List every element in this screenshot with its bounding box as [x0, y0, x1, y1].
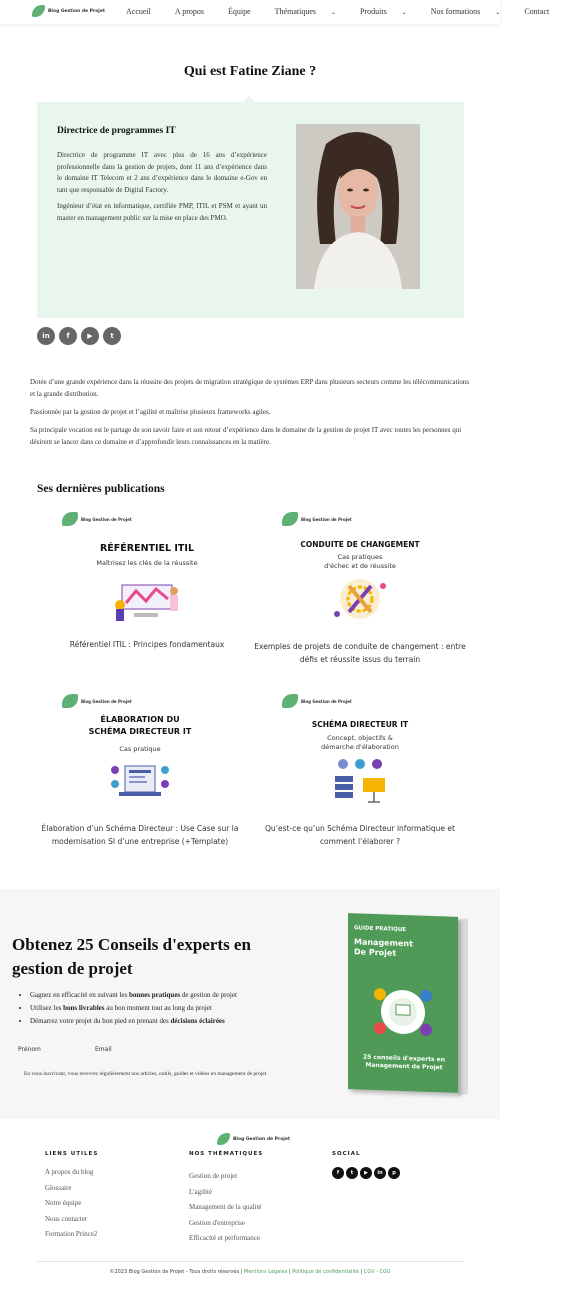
bio-paragraph: Sa principale vocation est le partage de son savoir faire et son retour d’expérience dans le domaine de la gestion de projet IT avec toutes les personnes qui désirent se lancer dans ce domaine et d’approfondir leurs connaissances en la matière.: [30, 426, 462, 446]
leaf-icon: [217, 1133, 230, 1145]
benefit-item: [30, 1002, 237, 1015]
footer-col-themes-title: NOS THÉMATIQUES: [189, 1151, 264, 1157]
footer-link[interactable]: Gestion d'entreprise: [189, 1218, 245, 1227]
logo-text: Blog Gestion de Projet: [48, 8, 106, 14]
footer-themes-links: [189, 1169, 262, 1247]
book-footer-text: 25 conseils d'experts en Management de Projet: [362, 1053, 446, 1072]
publication-card-sdi-concept[interactable]: [250, 694, 470, 864]
card-logo-text: Blog Gestion de Projet: [81, 516, 132, 522]
nav-item-a-propos[interactable]: [175, 7, 216, 16]
bio-paragraph: Passionnée par la gestion de projet et l’agilité et maîtrise plusieurs frameworks agiles.: [30, 408, 271, 416]
card-caption[interactable]: Élaboration d’un Schéma Directeur : Use Case sur la modernisation SI d’une entreprise (+Template): [41, 824, 239, 846]
facebook-icon[interactable]: f: [332, 1167, 344, 1179]
card-title: RÉFÉRENTIEL ITIL: [99, 543, 194, 554]
footer-link[interactable]: A propos du blog: [45, 1168, 94, 1176]
book-spine: [458, 918, 468, 1096]
benefit-text: Utilisez les: [30, 1004, 64, 1012]
youtube-icon[interactable]: ▶: [81, 327, 99, 345]
card-subtitle: Cas pratique: [119, 745, 161, 753]
footer-link[interactable]: Glossaire: [45, 1183, 72, 1192]
main-nav: [126, 7, 573, 16]
guide-book-cover: [348, 913, 458, 1093]
leaf-icon: [62, 512, 78, 526]
newsletter-benefits: [22, 989, 237, 1028]
card-caption[interactable]: Exemples de projets de conduite de changement : entre défis et réussite issus du terrain: [254, 642, 466, 664]
benefit-item: [30, 1015, 237, 1028]
profile-card: [37, 102, 464, 318]
leaf-icon: [282, 694, 298, 708]
leaf-icon: [32, 5, 45, 17]
card-logo: [282, 512, 352, 526]
team-meeting-illustration: [368, 976, 438, 1048]
nav-item-contact[interactable]: [524, 7, 561, 16]
nav-label: A propos: [174, 7, 204, 16]
card-logo-text: Blog Gestion de Projet: [301, 516, 352, 522]
profile-photo: [296, 124, 420, 289]
firstname-field[interactable]: Prénom: [18, 1046, 41, 1053]
nav-item-formations[interactable]: [431, 7, 513, 16]
card-caption[interactable]: Qu’est-ce qu’un Schéma Directeur informatique et comment l’élaborer ?: [265, 824, 455, 846]
sdi-concept-illustration: [325, 756, 395, 806]
bio-section: [30, 376, 472, 454]
leaf-icon: [62, 694, 78, 708]
card-title: CONDUITE DE CHANGEMENT: [300, 540, 420, 549]
profile-socials: [37, 327, 125, 345]
nav-label: Contact: [524, 7, 550, 16]
bio-paragraph: Dotée d’une grande expérience dans la réussite des projets de migration stratégique de systèmes ERP dans plusieurs secteurs comme les télécommunications et la grande distribution.: [30, 378, 470, 398]
footer-link[interactable]: Nous contacter: [45, 1214, 88, 1223]
nav-label: Thématiques: [274, 7, 316, 16]
profile-paragraph: Ingénieur d’état en informatique, certifiée PMP, ITIL et PSM et ayant un master en management public sur la mise en place des PMO.: [57, 202, 267, 222]
change-illustration: [325, 574, 395, 624]
itil-illustration: [112, 575, 182, 625]
footer-link[interactable]: Gestion de projet: [189, 1172, 238, 1180]
card-subtitle: Cas pratiques d'échec et de réussite: [324, 553, 396, 570]
linkedin-icon[interactable]: in: [37, 327, 55, 345]
profile-paragraph: Directrice de programme IT avec plus de 16 ans d’expérience professionnelle dans la gestion de projets, dont 11 ans d’expérience dans le domaine IT Telecom et 2 ans d’expérience dans le domaine e-Gov en tant que responsable de Digital Factory.: [57, 151, 267, 194]
footer-social-icons: [332, 1167, 402, 1179]
benefit-item: [30, 989, 237, 1002]
card-logo-text: Blog Gestion de Projet: [301, 698, 352, 704]
publication-card-itil[interactable]: [37, 512, 257, 682]
page-title: Qui est Fatine Ziane ?: [183, 64, 317, 79]
footer-link[interactable]: Management de la qualité: [189, 1203, 262, 1211]
benefit-bold: bonnes pratiques: [129, 991, 181, 999]
pinterest-icon[interactable]: p: [388, 1167, 400, 1179]
publication-card-sdi-case[interactable]: [30, 694, 250, 864]
chevron-down-icon: ⌄: [495, 10, 501, 16]
privacy-link[interactable]: Politique de confidentialité: [292, 1269, 359, 1275]
benefit-bold: bons livrables: [63, 1004, 105, 1012]
footer-link[interactable]: Notre équipe: [45, 1199, 82, 1207]
card-title: ÉLABORATION DU SCHÉMA DIRECTEUR IT: [88, 715, 192, 736]
site-footer: [0, 1119, 500, 1313]
youtube-icon[interactable]: ▶: [360, 1167, 372, 1179]
terms-link[interactable]: CGV - CGU: [363, 1269, 391, 1275]
sdi-case-illustration: [105, 756, 175, 806]
leaf-icon: [282, 512, 298, 526]
footer-col-social-title: SOCIAL: [332, 1151, 361, 1157]
card-title: SCHÉMA DIRECTEUR IT: [311, 720, 409, 729]
card-logo: [62, 694, 132, 708]
footer-divider: [37, 1261, 464, 1262]
nav-item-thematiques[interactable]: [275, 7, 348, 16]
newsletter-note: En vous inscrivant, vous recevrez régulièrement nos articles, outils, guides et vidéos en management de projet.: [24, 1071, 268, 1077]
publications-heading: Ses dernières publications: [37, 483, 165, 495]
nav-item-accueil[interactable]: [126, 7, 163, 16]
footer-link[interactable]: Formation Prince2: [45, 1230, 98, 1238]
chevron-down-icon: ⌄: [331, 10, 337, 16]
card-logo: [282, 694, 352, 708]
email-field[interactable]: Email: [95, 1046, 112, 1053]
portrait-illustration: [296, 124, 420, 289]
card-logo-text: Blog Gestion de Projet: [81, 698, 132, 704]
book-tag: GUIDE PRATIQUE: [354, 925, 407, 934]
nav-label: Produits: [360, 7, 387, 16]
newsletter-section: [0, 889, 500, 1119]
benefit-bold: décisions éclairées: [170, 1017, 225, 1025]
footer-logo-text: Blog Gestion de Projet: [233, 1136, 291, 1142]
site-logo[interactable]: [32, 5, 105, 17]
card-logo: [62, 512, 132, 526]
copyright-text: ©2023 Blog Gestion de Projet - Tous droits réservés: [109, 1269, 240, 1275]
footer-bottom-bar: ©2023 Blog Gestion de Projet - Tous droits réservés | Mentions Légales | Politique de confidentialité | CGV - CGU: [109, 1269, 391, 1275]
benefit-text: au bon moment tout au long du projet: [104, 1004, 212, 1012]
book-title: Management De Projet: [354, 937, 413, 958]
facebook-icon[interactable]: f: [59, 327, 77, 345]
newsletter-title: Obtenez 25 Conseils d'experts en gestion de projet: [12, 935, 251, 978]
site-header: [0, 0, 550, 24]
publication-card-change[interactable]: [250, 512, 470, 682]
footer-col-useful-links-title: LIENS UTILES: [45, 1151, 99, 1157]
twitter-icon[interactable]: t: [103, 327, 121, 345]
benefit-text: Démarrez votre projet du bon pied en prenant des: [30, 1017, 171, 1025]
benefit-text: de gestion de projet: [180, 991, 237, 999]
nav-item-equipe[interactable]: [228, 7, 263, 16]
legal-link[interactable]: Mentions Légales: [243, 1269, 288, 1275]
benefit-text: Gagnez en efficacité en suivant les: [30, 991, 129, 999]
nav-label: Nos formations: [430, 7, 481, 16]
linkedin-icon[interactable]: in: [374, 1167, 386, 1179]
footer-useful-links: [45, 1165, 97, 1243]
footer-link[interactable]: L'agilité: [189, 1187, 213, 1196]
twitter-icon[interactable]: t: [346, 1167, 358, 1179]
chevron-down-icon: ⌄: [401, 10, 407, 16]
footer-link[interactable]: Efficacité et performance: [189, 1234, 260, 1242]
subscribe-button[interactable]: Je m'abonne maintenant: [228, 1043, 296, 1051]
footer-logo[interactable]: [217, 1133, 290, 1145]
nav-item-produits[interactable]: [360, 7, 419, 16]
nav-label: Équipe: [228, 7, 251, 16]
profile-description: [57, 150, 267, 229]
nav-label: Accueil: [126, 7, 151, 16]
card-caption[interactable]: Référentiel ITIL : Principes fondamentaux: [69, 640, 225, 649]
profile-role: Directrice de programmes IT: [57, 126, 176, 136]
card-subtitle: Concept, objectifs & démarche d'élaboration: [321, 734, 399, 751]
card-subtitle: Maîtrisez les clés de la réussite: [96, 559, 198, 567]
